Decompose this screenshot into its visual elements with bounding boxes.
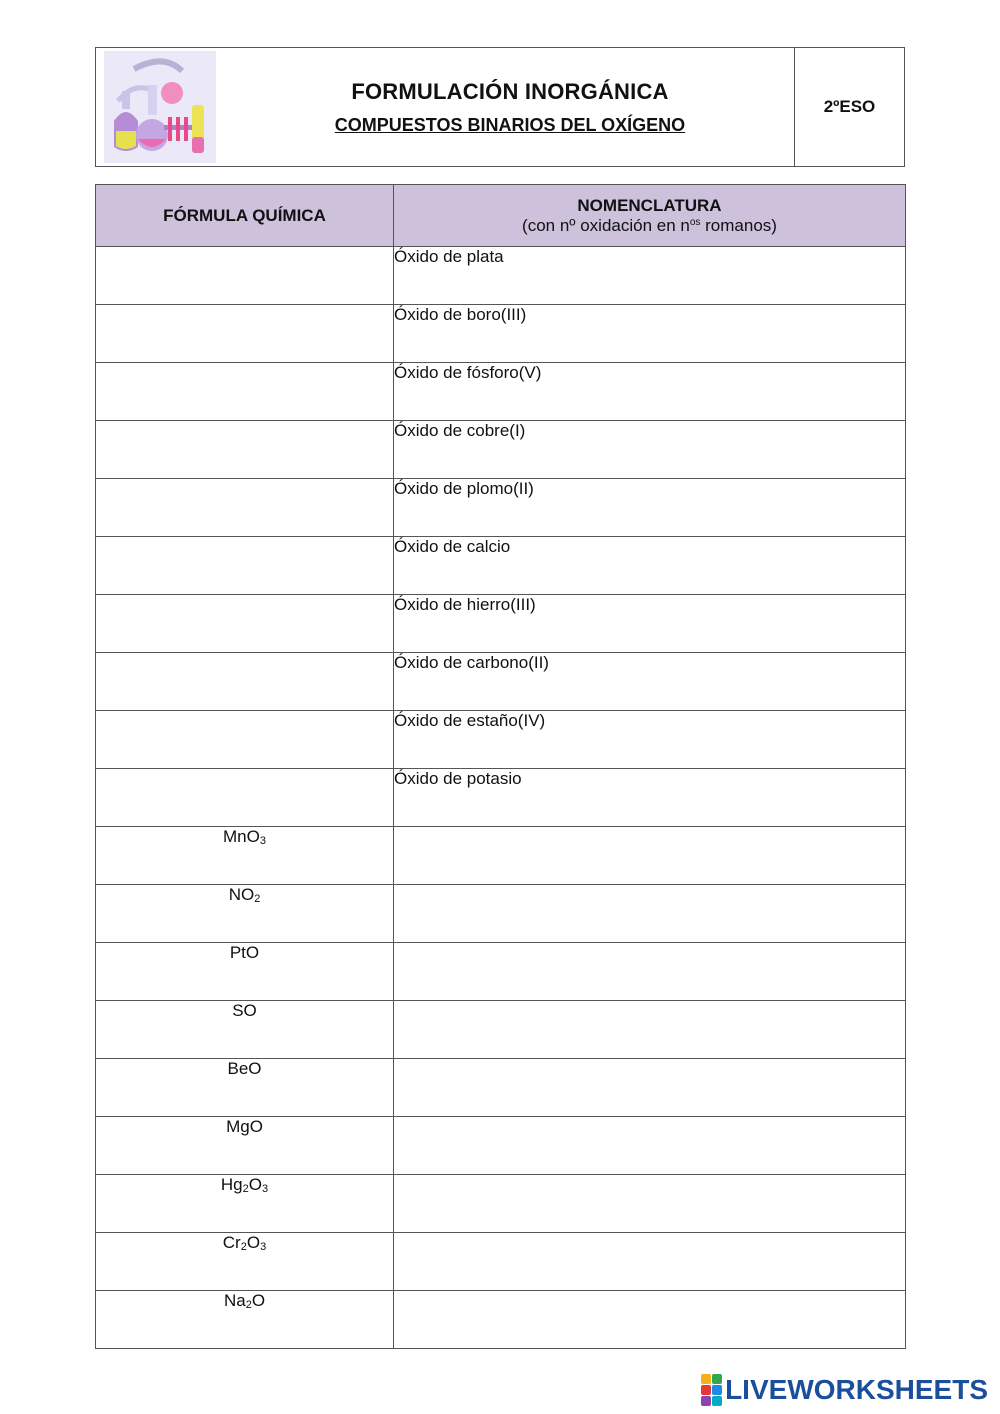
table-row [96, 827, 906, 885]
formula-cell [96, 1059, 394, 1117]
formula-text: MnO [223, 827, 260, 846]
formula-subscript: 3 [260, 1241, 267, 1253]
nomenclature-answer-cell[interactable] [394, 1001, 906, 1059]
compound-name-cell: Óxido de hierro(III) [394, 595, 906, 653]
compound-name-cell: Óxido de calcio [394, 537, 906, 595]
page-subtitle: COMPUESTOS BINARIOS DEL OXÍGENO [334, 114, 686, 135]
table-row [96, 479, 906, 537]
formula-text: O [251, 1291, 266, 1310]
table-body [96, 247, 906, 1349]
nomenclature-answer-cell[interactable] [394, 1233, 906, 1291]
formula-cell [96, 827, 394, 885]
note-prefix: (con nº oxidación en n [522, 215, 690, 235]
formula-answer-cell[interactable] [96, 653, 394, 711]
nomenclature-table [95, 184, 906, 1349]
table-row [96, 1117, 906, 1175]
table-row [96, 421, 906, 479]
table-row [96, 1001, 906, 1059]
formula-text: Hg [220, 1175, 243, 1194]
grade-level: 2ºESO [794, 48, 904, 166]
page-title: FORMULACIÓN INORGÁNICA [351, 78, 669, 104]
formula-cell [96, 1001, 394, 1059]
chemistry-flasks-icon [104, 51, 216, 163]
brand-block [701, 1396, 711, 1406]
table-row [96, 769, 906, 827]
table-row [96, 1291, 906, 1349]
nomenclature-answer-cell[interactable] [394, 1117, 906, 1175]
formula-answer-cell[interactable] [96, 305, 394, 363]
nomenclature-answer-cell[interactable] [394, 1059, 906, 1117]
brand-block [712, 1396, 722, 1406]
formula-cell [96, 1291, 394, 1349]
formula-answer-cell[interactable] [96, 363, 394, 421]
worksheet-header [95, 47, 905, 167]
formula-cell [96, 943, 394, 1001]
formula-answer-cell[interactable] [96, 595, 394, 653]
liveworksheets-logo [701, 1374, 988, 1406]
table-row [96, 1059, 906, 1117]
formula-text: NO [228, 885, 255, 904]
table-row [96, 653, 906, 711]
compound-name-cell: Óxido de plata [394, 247, 906, 305]
column-header-nomenclature [394, 185, 906, 247]
formula-subscript: 2 [245, 1299, 252, 1311]
formula-cell [96, 1233, 394, 1291]
table-row [96, 943, 906, 1001]
brand-block [701, 1374, 711, 1384]
table-row [96, 537, 906, 595]
nomenclature-answer-cell[interactable] [394, 827, 906, 885]
formula-cell [96, 1175, 394, 1233]
formula-answer-cell[interactable] [96, 247, 394, 305]
compound-name-cell: Óxido de carbono(II) [394, 653, 906, 711]
formula-subscript: 2 [254, 893, 261, 905]
formula-answer-cell[interactable] [96, 479, 394, 537]
compound-name-cell: Óxido de cobre(I) [394, 421, 906, 479]
nomenclature-answer-cell[interactable] [394, 943, 906, 1001]
brand-block [712, 1374, 722, 1384]
brand-block [701, 1385, 711, 1395]
formula-text: SO [232, 1001, 257, 1020]
table-row [96, 885, 906, 943]
formula-text: Na [223, 1291, 246, 1310]
note-superscript: os [689, 216, 701, 228]
formula-cell [96, 885, 394, 943]
formula-answer-cell[interactable] [96, 421, 394, 479]
nomenclature-answer-cell[interactable] [394, 885, 906, 943]
note-suffix: romanos) [700, 215, 777, 235]
formula-text: PtO [229, 943, 260, 962]
compound-name-cell: Óxido de plomo(II) [394, 479, 906, 537]
formula-answer-cell[interactable] [96, 769, 394, 827]
formula-subscript: 2 [242, 1183, 249, 1195]
formula-text: BeO [227, 1059, 262, 1078]
formula-subscript: 2 [240, 1241, 247, 1253]
table-row [96, 247, 906, 305]
compound-name-cell: Óxido de estaño(IV) [394, 711, 906, 769]
title-cell [226, 48, 794, 166]
liveworksheets-blocks-icon [701, 1374, 722, 1406]
compound-name-cell: Óxido de fósforo(V) [394, 363, 906, 421]
nomenclature-answer-cell[interactable] [394, 1175, 906, 1233]
table-row [96, 1233, 906, 1291]
compound-name-cell: Óxido de potasio [394, 769, 906, 827]
logo-cell [96, 48, 226, 166]
table-row [96, 305, 906, 363]
table-row [96, 711, 906, 769]
liveworksheets-brand: LIVEWORKSHEETS [725, 1374, 988, 1405]
nomenclature-answer-cell[interactable] [394, 1291, 906, 1349]
nomenclature-heading: NOMENCLATURA [577, 195, 722, 215]
column-header-formula: FÓRMULA QUÍMICA [96, 185, 394, 247]
brand-block [712, 1385, 722, 1395]
formula-subscript: 3 [261, 1183, 269, 1195]
table-row [96, 595, 906, 653]
formula-answer-cell[interactable] [96, 537, 394, 595]
nomenclature-note [394, 216, 905, 236]
table-row [96, 363, 906, 421]
formula-cell [96, 1117, 394, 1175]
compound-name-cell: Óxido de boro(III) [394, 305, 906, 363]
table-row [96, 1175, 906, 1233]
formula-text: MgO [226, 1117, 263, 1136]
formula-subscript: 3 [259, 835, 266, 847]
formula-answer-cell[interactable] [96, 711, 394, 769]
formula-text: Cr [222, 1233, 241, 1252]
table-header-row [96, 185, 906, 247]
formula-text: O [246, 1233, 261, 1252]
formula-text: O [248, 1175, 262, 1194]
